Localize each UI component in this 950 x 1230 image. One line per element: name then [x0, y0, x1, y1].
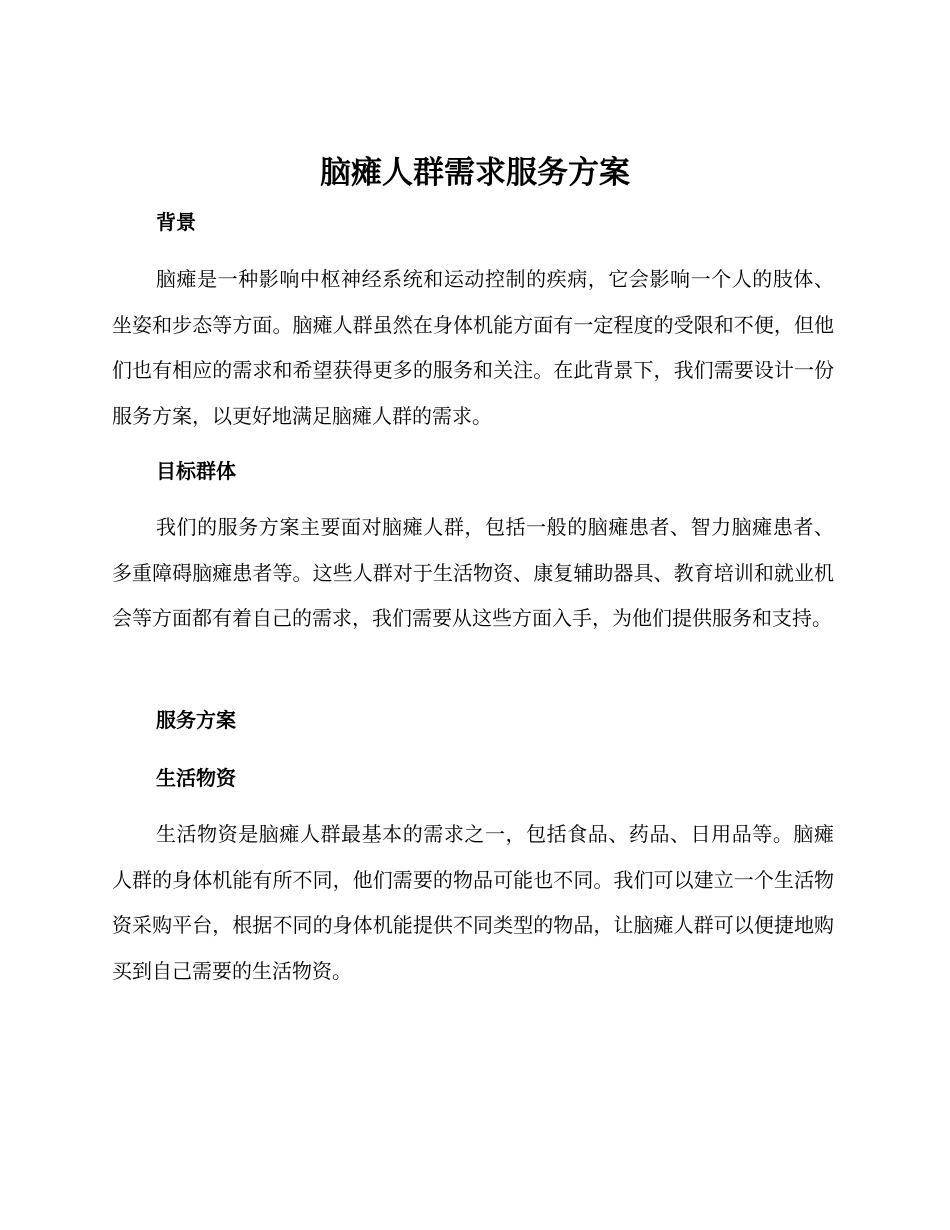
section-heading-service-plan: 服务方案 [156, 708, 236, 732]
section-heading-background: 背景 [156, 210, 196, 234]
section-paragraph-living-supplies: 生活物资是脑瘫人群最基本的需求之一，包括食品、药品、日用品等。脑瘫人群的身体机能有所不同，他们需要的物品可能也不同。我们可以建立一个生活物资采购平台，根据不同的身体机能提供不同类型的物品，让脑瘫人群可以便捷地购买到自己需要的生活物资。 [112, 822, 834, 983]
section-heading-living-supplies: 生活物资 [156, 766, 236, 790]
section-paragraph-target-group: 我们的服务方案主要面对脑瘫人群，包括一般的脑瘫患者、智力脑瘫患者、多重障碍脑瘫患者等。这些人群对于生活物资、康复辅助器具、教育培训和就业机会等方面都有着自己的需求，我们需要从这些方面入手，为他们提供服务和支持。 [112, 515, 834, 630]
section-paragraph-background: 脑瘫是一种影响中枢神经系统和运动控制的疾病，它会影响一个人的肢体、坐姿和步态等方面。脑瘫人群虽然在身体机能方面有一定程度的受限和不便，但他们也有相应的需求和希望获得更多的服务和关注。在此背景下，我们需要设计一份服务方案，以更好地满足脑瘫人群的需求。 [112, 267, 834, 428]
section-heading-target-group: 目标群体 [156, 459, 236, 483]
document-title: 脑瘫人群需求服务方案 [320, 155, 630, 191]
